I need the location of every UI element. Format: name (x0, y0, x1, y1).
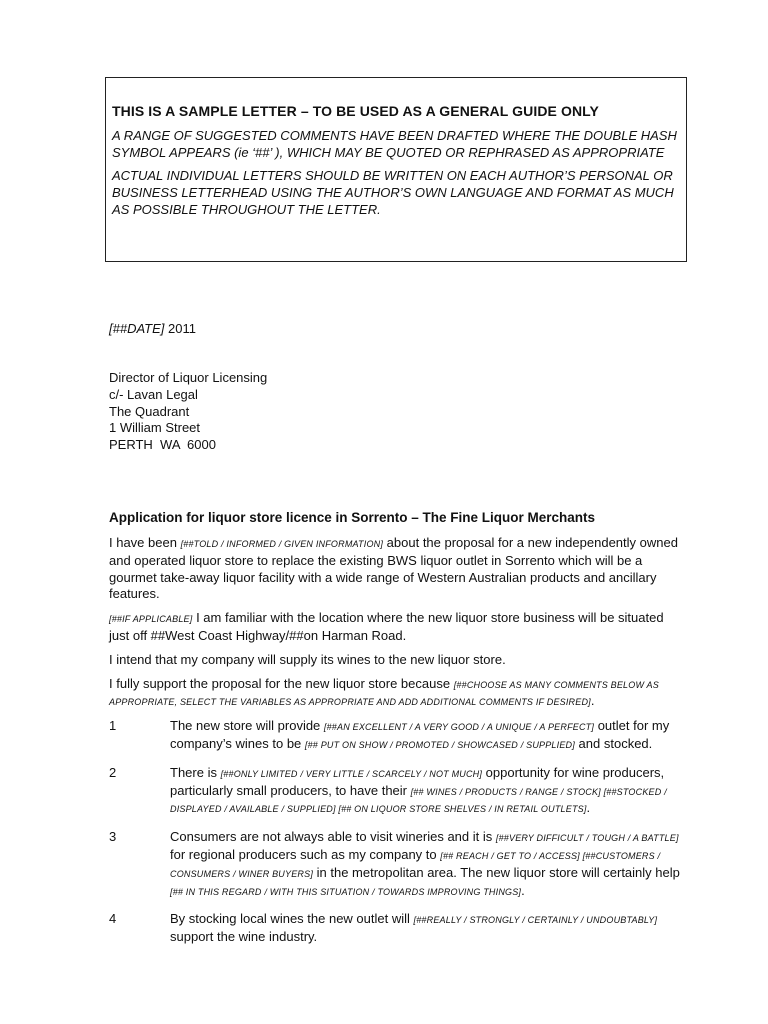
text: about the proposal for a new independently owned and operated liquor store to replace the existing BWS liquor outlet in Sorrento which will be a gourmet take-away liquor facility with a wide range of Western Australian products and ancillary features. (109, 535, 678, 602)
letter-body (109, 535, 684, 957)
address-line: 1 William Street (109, 420, 201, 436)
text: I have been (109, 535, 181, 550)
address-line: PERTH WA 6000 (109, 437, 216, 453)
placeholder-text: [## IN THIS REGARD / WITH THIS SITUATION / TOWARDS IMPROVING THINGS] (170, 886, 522, 897)
numbered-item-3 (109, 829, 684, 900)
text: . (521, 882, 525, 898)
item-number: 2 (109, 764, 117, 780)
placeholder-text: [## WINES / PRODUCTS / RANGE / STOCK] [##STOCKED / DISPLAYED / AVAILABLE / SUPPLIED] [## ON LIQUOR STORE SHELVES / IN RETAIL OUTLETS] (170, 786, 667, 815)
numbered-item-2 (109, 765, 684, 818)
body-paragraph-4 (109, 676, 684, 712)
text: support the wine industry. (170, 929, 318, 945)
letter-date (109, 321, 196, 336)
placeholder-text: [##CHOOSE AS MANY COMMENTS BELOW AS APPROPRIATE, SELECT THE VARIABLES AS APPROPRIATE AND ADD ADDITIONAL COMMENTS IF DESIRED] (109, 679, 659, 708)
sample-notice-box (105, 77, 687, 262)
text: By stocking local wines the new outlet will (170, 911, 414, 927)
item-number: 4 (109, 911, 117, 927)
numbered-item-1 (109, 718, 684, 754)
placeholder-text: [## PUT ON SHOW / PROMOTED / SHOWCASED / SUPPLIED] (304, 739, 575, 750)
body-paragraph-2 (109, 610, 684, 645)
text: for regional producers such as my company to (170, 846, 441, 862)
text: Consumers are not always able to visit wineries and it is (170, 829, 496, 845)
text: . (586, 800, 591, 816)
placeholder-text: [##VERY DIFFICULT / TOUGH / A BATTLE] (495, 833, 679, 844)
text: in the metropolitan area. The new liquor store will certainly help (313, 864, 680, 880)
recipient-address (109, 370, 267, 454)
text: and stocked. (574, 735, 653, 751)
numbered-item-4 (109, 911, 684, 946)
date-year: 2011 (164, 321, 196, 336)
address-line: Director of Liquor Licensing (109, 370, 268, 385)
placeholder-text: [##AN EXCELLENT / A VERY GOOD / A UNIQUE / A PERFECT] (323, 722, 595, 733)
notice-paragraph-2: ACTUAL INDIVIDUAL LETTERS SHOULD BE WRITTEN ON EACH AUTHOR’S PERSONAL OR BUSINESS LETTERHEAD USING THE AUTHOR’S OWN LANGUAGE AND FORMAT AS MUCH AS POSSIBLE THROUGHOUT THE LETTER. (112, 168, 674, 217)
placeholder-text: [##IF APPLICABLE] (109, 614, 193, 625)
date-placeholder: [##DATE] (109, 321, 165, 336)
body-paragraph-3: I intend that my company will supply its wines to the new liquor store. (109, 651, 506, 667)
body-paragraph-1 (109, 535, 684, 603)
letter-subject: Application for liquor store licence in Sorrento – The Fine Liquor Merchants (109, 510, 596, 525)
address-line: The Quadrant (109, 403, 190, 419)
item-number: 3 (109, 829, 117, 845)
notice-paragraph-1: A RANGE OF SUGGESTED COMMENTS HAVE BEEN DRAFTED WHERE THE DOUBLE HASH SYMBOL APPEARS (ie ‘##’ ), WHICH MAY BE QUOTED OR REPHRASED AS APPROPRIATE (112, 128, 677, 160)
item-number: 1 (109, 718, 117, 734)
text: outlet for my company’s wines to be (170, 718, 670, 751)
address-line: c/- Lavan Legal (109, 386, 198, 402)
text: opportunity for wine producers, particularly small producers, to have their (170, 764, 665, 798)
notice-title: THIS IS A SAMPLE LETTER – TO BE USED AS A GENERAL GUIDE ONLY (112, 103, 599, 119)
text: I fully support the proposal for the new liquor store because (109, 675, 454, 691)
placeholder-text: [##REALLY / STRONGLY / CERTAINLY / UNDOUBTABLY] (413, 915, 658, 926)
text: . (590, 693, 595, 709)
placeholder-text: [##ONLY LIMITED / VERY LITTLE / SCARCELY / NOT MUCH] (220, 768, 483, 779)
text: The new store will provide (170, 718, 324, 734)
text: I am familiar with the location where the new liquor store business will be situated just off ##West Coast Highway/##on Harman Road. (109, 610, 664, 643)
text: There is (170, 764, 221, 780)
placeholder-text: [## REACH / GET TO / ACCESS] [##CUSTOMERS / CONSUMERS / WINER BUYERS] (170, 850, 661, 879)
placeholder-text: [##TOLD / INFORMED / GIVEN INFORMATION] (180, 539, 384, 549)
